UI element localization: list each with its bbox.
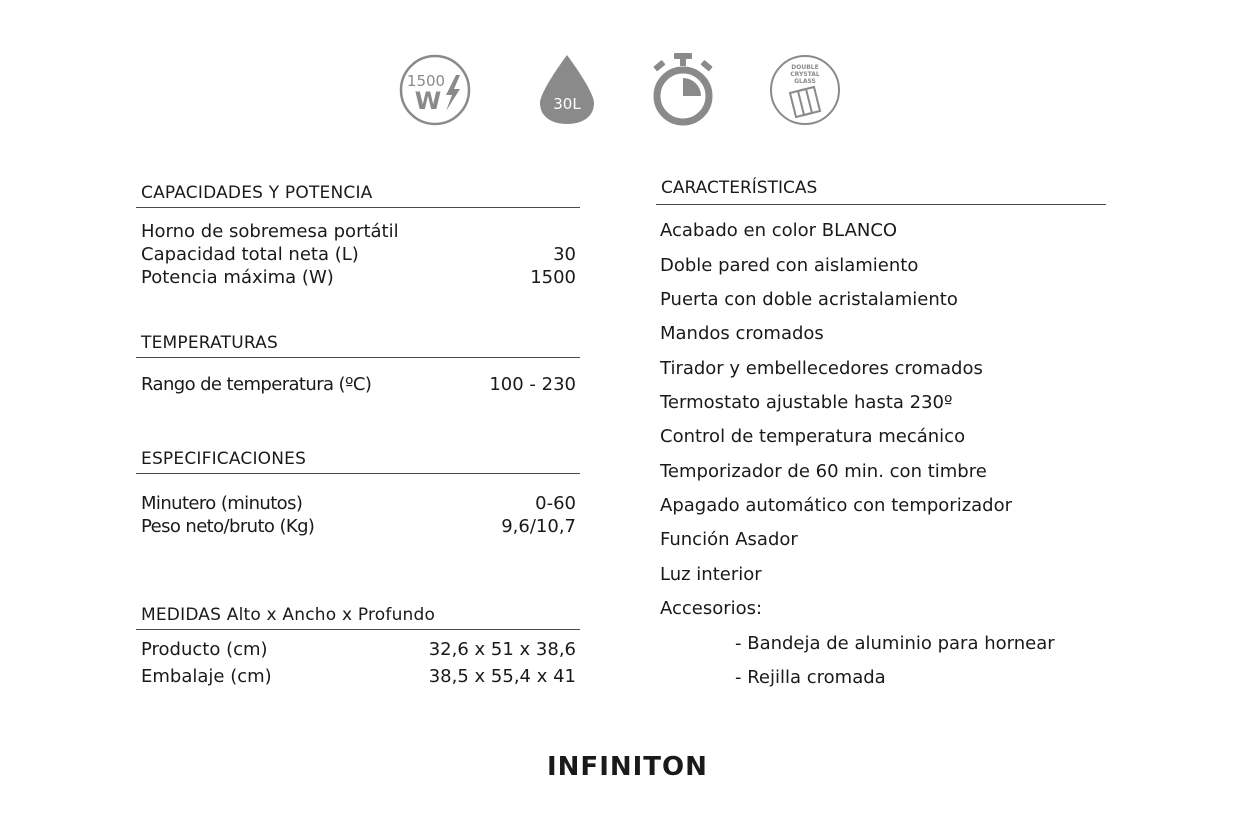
feature-item: Doble pared con aislamiento	[660, 255, 919, 276]
feature-item: Termostato ajustable hasta 230º	[660, 392, 953, 413]
spec-row	[141, 491, 576, 515]
spec-row	[141, 242, 576, 266]
spec-label: Minutero (minutos)	[141, 492, 303, 514]
svg-text:1500: 1500	[406, 72, 446, 90]
feature-subitem: - Rejilla cromada	[735, 667, 886, 688]
svg-text:CRYSTAL: CRYSTAL	[790, 71, 820, 78]
feature-item: Función Asador	[660, 529, 798, 550]
feature-item: Apagado automático con temporizador	[660, 495, 1013, 516]
feature-item: Control de temperatura mecánico	[660, 426, 966, 447]
svg-text:GLASS: GLASS	[794, 78, 816, 85]
spec-value: 100 - 230	[489, 373, 576, 395]
section-title-caracteristicas: CARACTERÍSTICAS	[656, 178, 1106, 205]
feature-item: Luz interior	[660, 564, 762, 585]
spec-row	[141, 219, 576, 243]
spec-label: Rango de temperatura (ºC)	[141, 373, 372, 395]
feature-item: Mandos cromados	[660, 323, 824, 344]
spec-value: 38,5 x 55,4 x 41	[428, 665, 576, 687]
feature-item: Tirador y embellecedores cromados	[660, 358, 983, 379]
capacity-drop-icon	[530, 53, 604, 127]
feature-subitem: - Bandeja de aluminio para hornear	[735, 633, 1055, 654]
svg-text:DOUBLE: DOUBLE	[791, 64, 819, 71]
spec-label: Horno de sobremesa portátil	[141, 220, 399, 242]
spec-label: Potencia máxima (W)	[141, 266, 334, 288]
feature-item: Accesorios:	[660, 598, 763, 619]
spec-row	[141, 664, 576, 688]
spec-label: Producto (cm)	[141, 638, 268, 660]
spec-label: Embalaje (cm)	[141, 665, 272, 687]
spec-value: 1500	[530, 266, 576, 288]
section-title-especificaciones: ESPECIFICACIONES	[136, 449, 580, 474]
power-1500w-icon	[398, 53, 472, 127]
spec-row	[141, 514, 576, 538]
double-crystal-glass-icon	[768, 53, 842, 127]
svg-text:W: W	[414, 87, 442, 115]
medidas-title: MEDIDAS	[141, 605, 222, 625]
spec-label: Capacidad total neta (L)	[141, 243, 359, 265]
section-title-temperaturas: TEMPERATURAS	[136, 333, 580, 358]
medidas-subtitle: Alto x Ancho x Profundo	[226, 605, 436, 625]
feature-item: Acabado en color BLANCO	[660, 220, 898, 241]
stopwatch-icon	[646, 53, 720, 127]
section-title-medidas	[136, 605, 580, 630]
spec-value: 0-60	[535, 492, 576, 514]
spec-value: 32,6 x 51 x 38,6	[428, 638, 576, 660]
section-title-capacidades: CAPACIDADES Y POTENCIA	[136, 183, 580, 208]
spec-row	[141, 372, 576, 396]
spec-row	[141, 637, 576, 661]
spec-label: Peso neto/bruto (Kg)	[141, 515, 315, 537]
brand-logo: INFINITON	[547, 752, 708, 782]
spec-value: 9,6/10,7	[501, 515, 576, 537]
spec-value: 30	[553, 243, 576, 265]
spec-row	[141, 265, 576, 289]
feature-item: Puerta con doble acristalamiento	[660, 289, 958, 310]
svg-text:30L: 30L	[553, 95, 581, 113]
feature-item: Temporizador de 60 min. con timbre	[660, 461, 987, 482]
